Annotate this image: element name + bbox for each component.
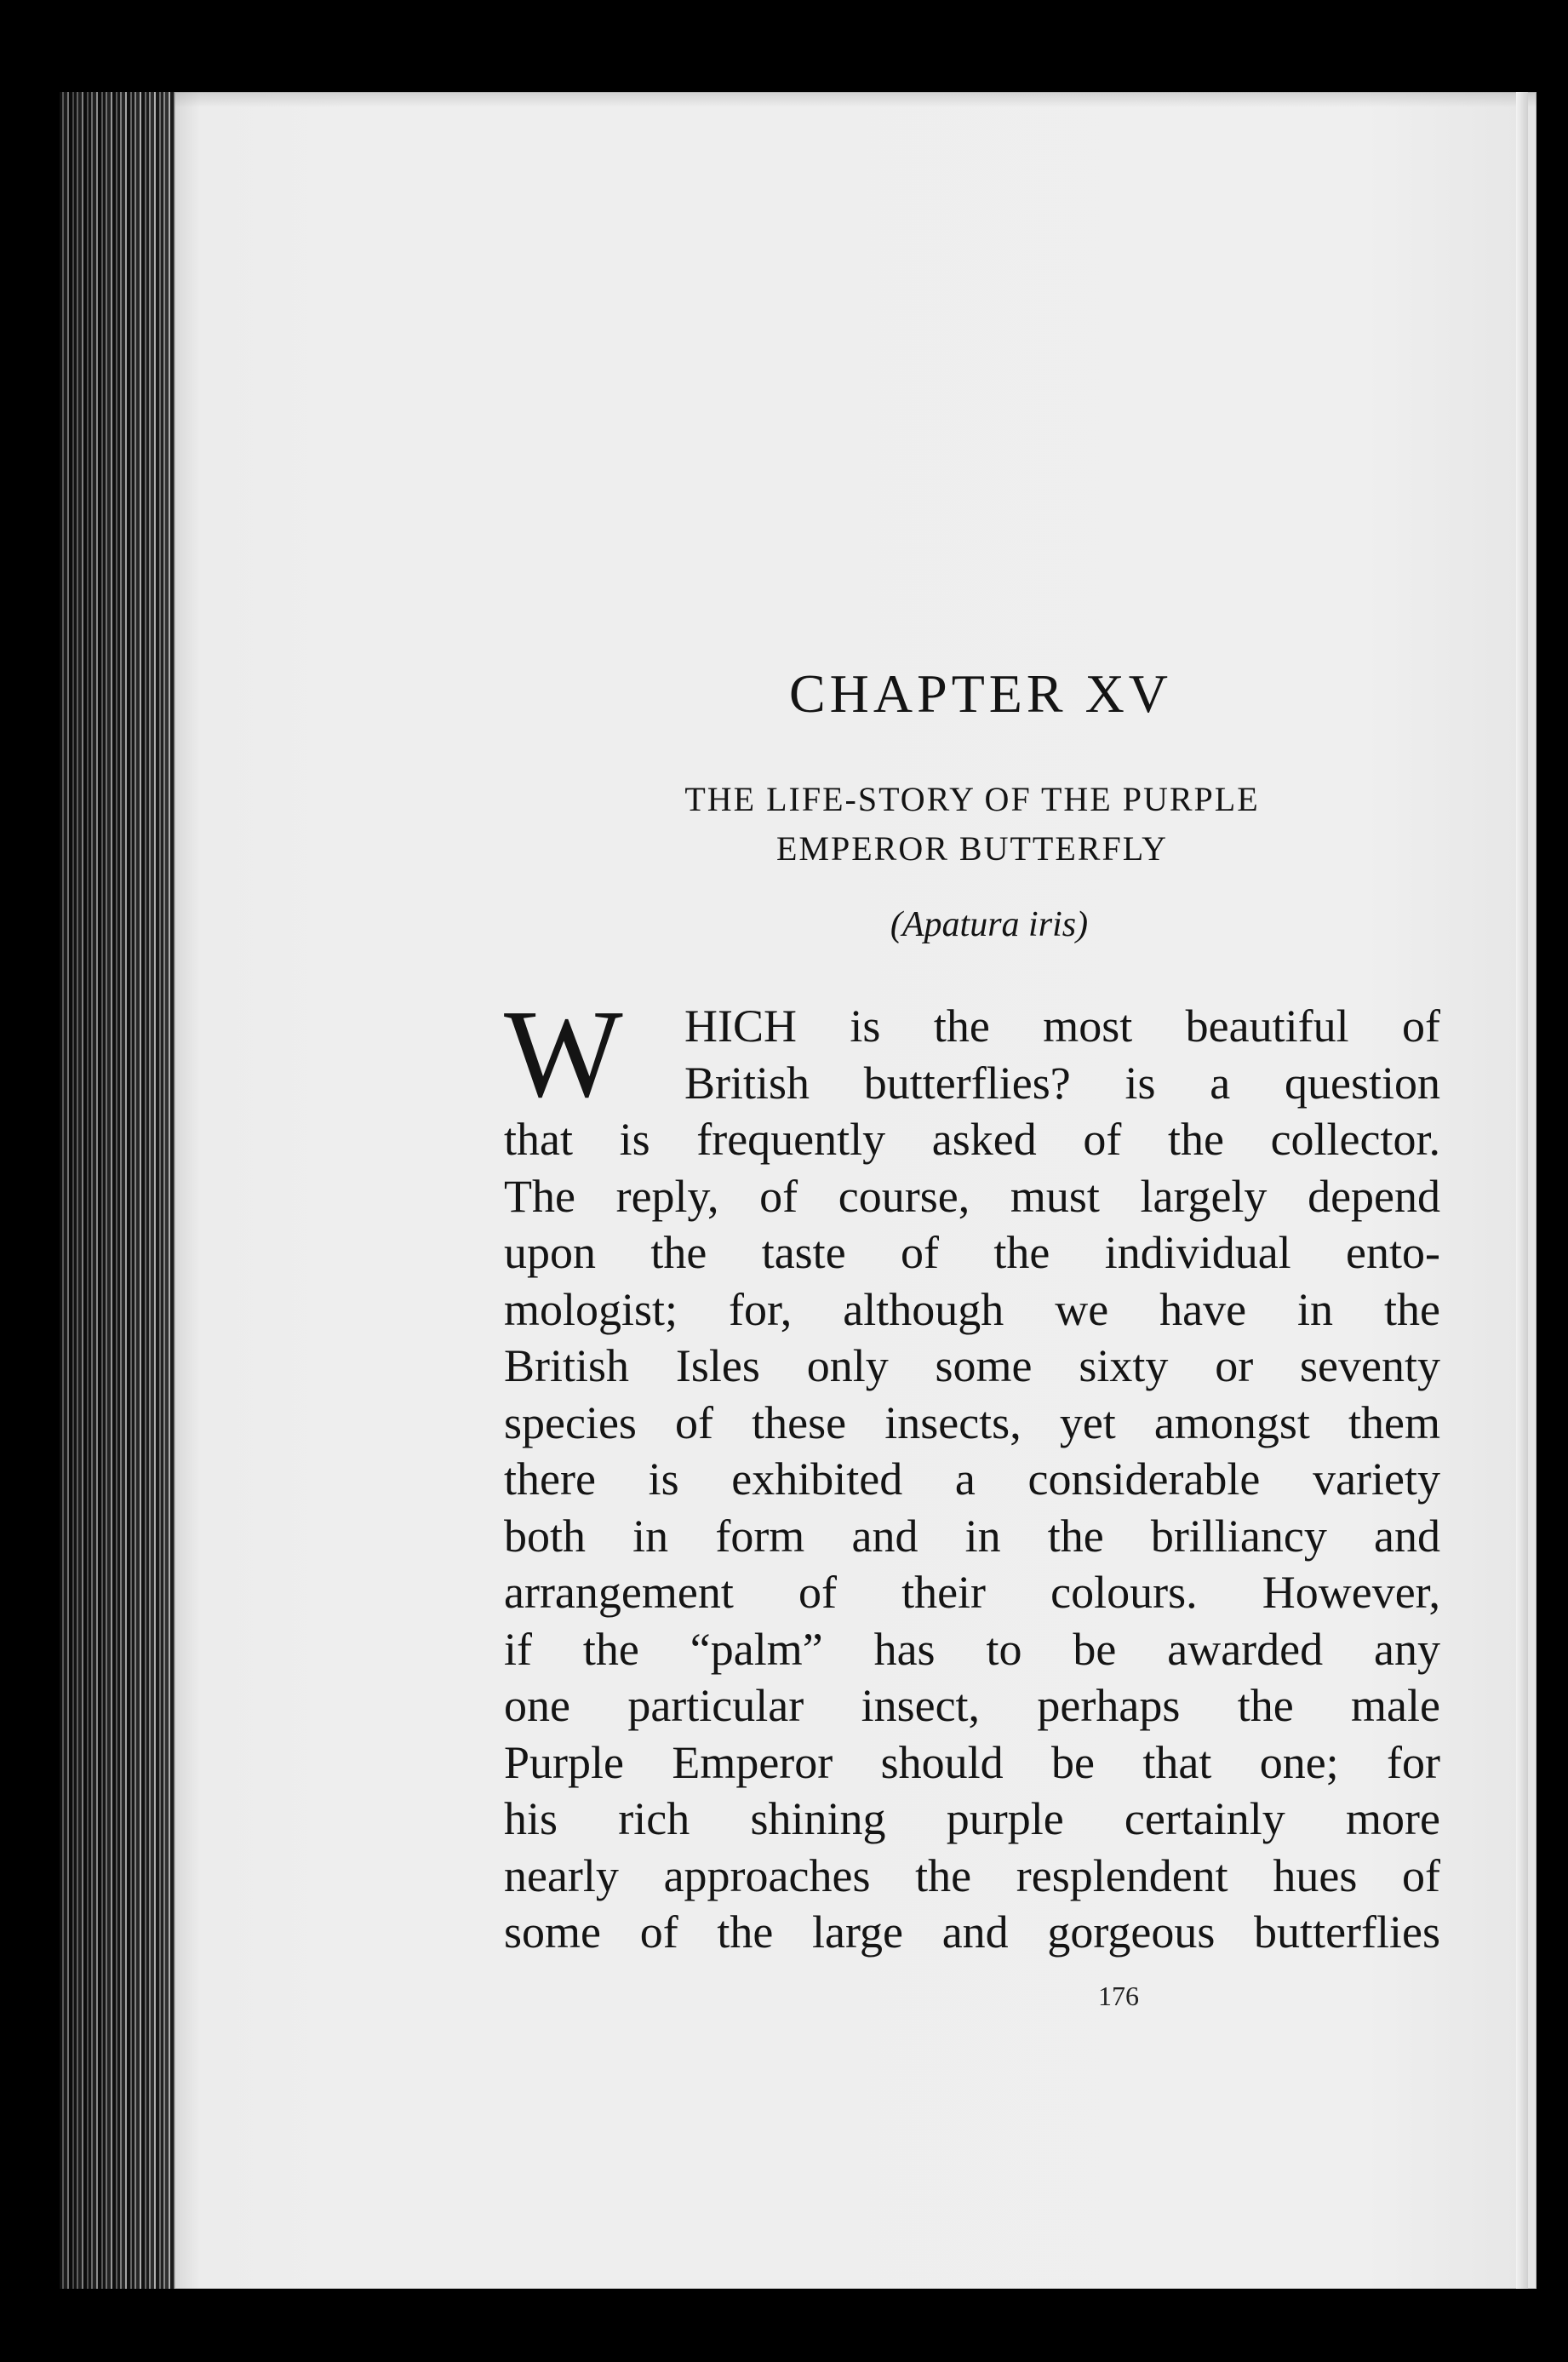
chapter-title [504,775,1440,874]
chapter-title-line: EMPEROR BUTTERFLY [775,829,1169,868]
text-line: British Isles only some sixty or seventy [504,1340,1440,1391]
text-line: if the “palm” has to be awarded any [504,1623,1440,1675]
text-line: Purple Emperor should be that one; for [504,1736,1440,1788]
text-line: his rich shining purple certainly more [504,1793,1440,1844]
text-line: mologist; for, although we have in the [504,1283,1440,1335]
page-edges [60,92,187,2289]
text-line: one particular insect, perhaps the male [504,1680,1440,1731]
text-line: there is exhibited a considerable variety [504,1453,1440,1505]
chapter-title-line: THE LIFE-STORY OF THE PURPLE [684,780,1260,818]
text-line: The reply, of course, must largely depend [504,1170,1440,1222]
page-right-edge [1516,92,1528,2289]
page-content [504,662,1440,1961]
text-line: both in form and in the brilliancy and [504,1510,1440,1562]
body-text [504,998,1440,1961]
text-line: species of these insects, yet amongst them [504,1396,1440,1448]
opening-paragraph [504,998,1440,1111]
text-line: some of the large and gorgeous butterflies [504,1906,1440,1958]
page-number: 176 [1098,1981,1139,2011]
chapter-number-heading: CHAPTER XV [788,663,1173,724]
book-page [175,92,1537,2289]
text-line: nearly approaches the resplendent hues of [504,1849,1440,1901]
text-line: that is frequently asked of the collector. [504,1114,1440,1165]
text-line: HICH is the most beautiful of [684,1000,1440,1052]
text-line: upon the taste of the individual ento- [504,1227,1440,1278]
text-line: British butterflies? is a question [684,1057,1440,1109]
drop-cap: W [504,998,623,1111]
text-line: arrangement of their colours. However, [504,1567,1440,1618]
scientific-name: (Apatura iris) [890,905,1089,944]
